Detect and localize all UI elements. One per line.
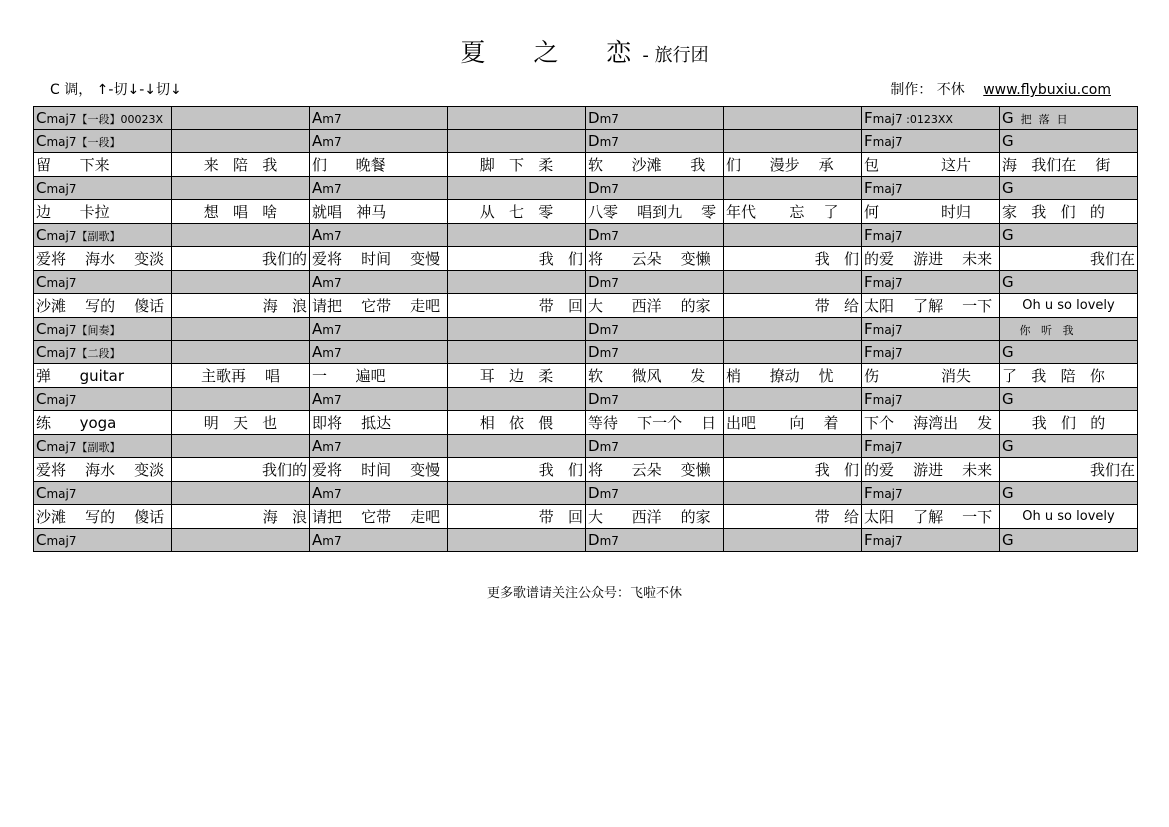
chord-annotation: 【一段】00023X xyxy=(76,113,164,126)
chord-cell xyxy=(1000,271,1138,294)
chord-cell xyxy=(862,318,1000,341)
chord-cell xyxy=(1000,107,1138,130)
chord-quality: maj7 xyxy=(46,182,77,196)
chord-cell xyxy=(34,130,172,153)
chord-root: D xyxy=(588,390,600,408)
chord-cell xyxy=(862,341,1000,364)
chord-cell xyxy=(724,388,862,411)
credit-label: 制作： 不休 xyxy=(890,82,965,98)
chord-root: A xyxy=(312,531,323,549)
chord-quality: m7 xyxy=(599,440,619,454)
chord-root: D xyxy=(588,179,600,197)
chord-quality: m7 xyxy=(322,440,342,454)
chord-cell xyxy=(34,271,172,294)
lyric-cell: 脚 下 柔 xyxy=(448,153,586,177)
chord-cell xyxy=(586,224,724,247)
chord-row xyxy=(34,271,1138,294)
chord-row xyxy=(34,318,1138,341)
lyric-cell: 大 西洋 的家 xyxy=(586,294,724,318)
chord-cell xyxy=(172,177,310,200)
lyric-cell: 太阳 了解 一下 xyxy=(862,505,1000,529)
chord-quality: m7 xyxy=(599,182,619,196)
chord-cell xyxy=(724,177,862,200)
chord-cell xyxy=(724,341,862,364)
chord-cell xyxy=(1000,318,1138,341)
lyric-cell: 海 我们在 街 xyxy=(1000,153,1138,177)
chord-cell xyxy=(448,318,586,341)
chord-row xyxy=(34,529,1138,552)
lyric-row xyxy=(34,200,1138,224)
chord-cell xyxy=(862,224,1000,247)
lyric-cell: 从 七 零 xyxy=(448,200,586,224)
lyric-cell: 请把 它带 走吧 xyxy=(310,294,448,318)
chord-root: F xyxy=(864,226,873,244)
chord-root: C xyxy=(36,179,47,197)
lyric-cell: 我们在 xyxy=(1000,458,1138,482)
chord-quality: m7 xyxy=(322,135,342,149)
chord-root: G xyxy=(1002,179,1014,197)
footer-note: 更多歌谱请关注公众号：飞啦不休 xyxy=(486,586,682,601)
chord-root: D xyxy=(588,484,600,502)
chord-root: C xyxy=(36,437,47,455)
chord-root: C xyxy=(36,273,47,291)
chord-root: F xyxy=(864,273,873,291)
chord-cell xyxy=(448,271,586,294)
chord-quality: maj7 xyxy=(872,346,903,360)
chord-root: A xyxy=(312,109,323,127)
chord-root: D xyxy=(588,320,600,338)
chord-root: C xyxy=(36,343,47,361)
lyric-cell: 带 给 xyxy=(724,294,862,318)
chord-root: C xyxy=(36,226,47,244)
chord-root: D xyxy=(588,437,600,455)
lyric-cell: 了 我 陪 你 xyxy=(1000,364,1138,388)
chord-quality: m7 xyxy=(322,182,342,196)
chord-root: A xyxy=(312,437,323,455)
chord-quality: maj7 xyxy=(46,346,77,360)
chord-root: F xyxy=(864,390,873,408)
chord-annotation: 【副歌】 xyxy=(76,230,121,243)
chord-cell xyxy=(310,107,448,130)
chord-root: C xyxy=(36,484,47,502)
chord-quality: maj7 xyxy=(872,112,903,126)
chord-cell xyxy=(34,318,172,341)
chord-cell xyxy=(448,529,586,552)
lyric-cell: 八零 唱到九 零 xyxy=(586,200,724,224)
chord-annotation: :0123XX xyxy=(902,113,953,126)
chord-cell xyxy=(862,388,1000,411)
chord-cell xyxy=(172,435,310,458)
website-link[interactable]: www.flybuxiu.com xyxy=(983,82,1111,98)
chord-root: G xyxy=(1002,109,1014,127)
chord-cell xyxy=(310,224,448,247)
chord-cell xyxy=(862,435,1000,458)
lyric-cell: 伤 消失 xyxy=(862,364,1000,388)
lyric-cell: 包 这片 xyxy=(862,153,1000,177)
chord-quality: maj7 xyxy=(872,534,903,548)
chord-cell xyxy=(172,482,310,505)
chord-cell xyxy=(34,224,172,247)
lyric-row xyxy=(34,458,1138,482)
chord-root: A xyxy=(312,390,323,408)
chord-cell xyxy=(862,271,1000,294)
chord-root: G xyxy=(1002,226,1014,244)
credit-line xyxy=(890,79,1111,99)
chord-root: G xyxy=(1002,484,1014,502)
chord-cell xyxy=(862,130,1000,153)
song-title: 夏 之 恋 xyxy=(460,38,652,67)
lyric-cell: 的爱 游进 未来 xyxy=(862,458,1000,482)
lyric-cell: 们 晚餐 xyxy=(310,153,448,177)
chord-cell xyxy=(1000,435,1138,458)
chord-root: A xyxy=(312,343,323,361)
chord-cell xyxy=(724,318,862,341)
chord-cell xyxy=(586,107,724,130)
chord-quality: maj7 xyxy=(46,276,77,290)
lyric-cell: 软 微风 发 xyxy=(586,364,724,388)
lyric-cell: 太阳 了解 一下 xyxy=(862,294,1000,318)
lyric-cell: 家 我 们 的 xyxy=(1000,200,1138,224)
chord-cell xyxy=(172,107,310,130)
chord-root: F xyxy=(864,179,873,197)
lyric-cell: 爱将 时间 变慢 xyxy=(310,247,448,271)
chord-root: G xyxy=(1002,273,1014,291)
chord-cell xyxy=(586,130,724,153)
lyric-row xyxy=(34,364,1138,388)
chord-quality: m7 xyxy=(599,276,619,290)
chord-annotation: 【副歌】 xyxy=(76,441,121,454)
chord-quality: maj7 xyxy=(46,393,77,407)
lyric-row xyxy=(34,505,1138,529)
song-artist: - 旅行团 xyxy=(642,45,709,66)
lyric-cell: 想 唱 啥 xyxy=(172,200,310,224)
chord-quality: m7 xyxy=(322,393,342,407)
chord-quality: m7 xyxy=(599,112,619,126)
lyric-cell: 爱将 时间 变慢 xyxy=(310,458,448,482)
chord-root: C xyxy=(36,109,47,127)
lyric-cell: Oh u so lovely xyxy=(1000,505,1138,529)
lyric-cell: 就唱 神马 xyxy=(310,200,448,224)
chord-cell xyxy=(310,435,448,458)
chord-cell xyxy=(34,388,172,411)
chord-cell xyxy=(862,107,1000,130)
chord-cell xyxy=(448,107,586,130)
chord-cell xyxy=(310,271,448,294)
chord-root: A xyxy=(312,273,323,291)
chord-cell xyxy=(448,341,586,364)
lyric-cell: 练 yoga xyxy=(34,411,172,435)
chord-quality: maj7 xyxy=(46,135,77,149)
lyric-cell: 即将 抵达 xyxy=(310,411,448,435)
chord-annotation: 你 听 我 xyxy=(1002,324,1074,337)
chord-cell xyxy=(172,341,310,364)
chord-quality: m7 xyxy=(599,393,619,407)
chord-cell xyxy=(34,107,172,130)
chord-cell xyxy=(586,388,724,411)
chord-root: F xyxy=(864,437,873,455)
chord-quality: maj7 xyxy=(46,440,77,454)
lyric-cell: 的爱 游进 未来 xyxy=(862,247,1000,271)
chord-root: F xyxy=(864,132,873,150)
lyric-cell: 相 依 偎 xyxy=(448,411,586,435)
chord-annotation: 【间奏】 xyxy=(76,324,121,337)
chord-root: C xyxy=(36,320,47,338)
lyric-cell: 沙滩 写的 傻话 xyxy=(34,505,172,529)
chord-root: A xyxy=(312,179,323,197)
chord-cell xyxy=(724,224,862,247)
chord-quality: m7 xyxy=(322,487,342,501)
chord-quality: m7 xyxy=(322,534,342,548)
chord-quality: maj7 xyxy=(872,487,903,501)
chord-cell xyxy=(172,130,310,153)
chord-root: D xyxy=(588,109,600,127)
chord-root: D xyxy=(588,132,600,150)
chord-cell xyxy=(448,177,586,200)
chord-root: A xyxy=(312,484,323,502)
lyric-cell: 带 给 xyxy=(724,505,862,529)
lyric-row xyxy=(34,294,1138,318)
chord-row xyxy=(34,482,1138,505)
lyric-cell: 我们在 xyxy=(1000,247,1138,271)
chord-root: G xyxy=(1002,531,1014,549)
chord-root: C xyxy=(36,390,47,408)
lyric-cell: 留 下来 xyxy=(34,153,172,177)
chord-cell xyxy=(586,341,724,364)
chord-quality: m7 xyxy=(599,346,619,360)
chord-row xyxy=(34,224,1138,247)
lyric-cell: 我们的 xyxy=(172,458,310,482)
chord-root: C xyxy=(36,531,47,549)
chord-root: G xyxy=(1002,437,1014,455)
lyric-cell: 等待 下一个 日 xyxy=(586,411,724,435)
chord-quality: maj7 xyxy=(46,323,77,337)
chord-annotation: 把 落 日 xyxy=(1013,113,1068,126)
chord-cell xyxy=(724,130,862,153)
chord-root: C xyxy=(36,132,47,150)
chord-cell xyxy=(862,177,1000,200)
chord-root: F xyxy=(864,484,873,502)
lyric-cell: 我 们 xyxy=(724,458,862,482)
chord-quality: maj7 xyxy=(872,276,903,290)
chord-quality: m7 xyxy=(322,276,342,290)
chord-root: D xyxy=(588,531,600,549)
chord-cell xyxy=(724,107,862,130)
chord-quality: m7 xyxy=(599,534,619,548)
chord-cell xyxy=(34,529,172,552)
chord-quality: maj7 xyxy=(872,182,903,196)
chord-cell xyxy=(34,341,172,364)
chord-cell xyxy=(448,435,586,458)
lyric-cell: 们 漫步 承 xyxy=(724,153,862,177)
lyric-row xyxy=(34,411,1138,435)
lyric-cell: 我 们 xyxy=(448,247,586,271)
chord-cell xyxy=(34,435,172,458)
chord-root: A xyxy=(312,320,323,338)
chord-cell xyxy=(172,318,310,341)
chord-root: A xyxy=(312,226,323,244)
chord-row xyxy=(34,388,1138,411)
chord-root: A xyxy=(312,132,323,150)
chord-row xyxy=(34,107,1138,130)
lyric-cell: 爱将 海水 变淡 xyxy=(34,247,172,271)
lyric-cell: 我 们 xyxy=(448,458,586,482)
chord-quality: maj7 xyxy=(872,135,903,149)
chord-cell xyxy=(172,224,310,247)
chord-quality: maj7 xyxy=(46,534,77,548)
lyric-cell: 明 天 也 xyxy=(172,411,310,435)
chord-quality: maj7 xyxy=(46,487,77,501)
chord-cell xyxy=(586,318,724,341)
lyric-cell: 软 沙滩 我 xyxy=(586,153,724,177)
chord-cell xyxy=(310,130,448,153)
chord-cell xyxy=(1000,482,1138,505)
lyric-cell: 爱将 海水 变淡 xyxy=(34,458,172,482)
key-info: C 调， ↑-切↓-↓切↓ xyxy=(50,82,182,98)
chord-root: D xyxy=(588,343,600,361)
chord-cell xyxy=(310,318,448,341)
chord-root: D xyxy=(588,273,600,291)
chord-cell xyxy=(586,177,724,200)
chord-cell xyxy=(310,482,448,505)
chord-cell xyxy=(724,482,862,505)
title-block xyxy=(0,36,1169,73)
chord-cell xyxy=(448,482,586,505)
lyric-cell: 我 们 的 xyxy=(1000,411,1138,435)
lyric-cell: 耳 边 柔 xyxy=(448,364,586,388)
chord-quality: maj7 xyxy=(872,323,903,337)
lyric-cell: 带 回 xyxy=(448,505,586,529)
chord-root: F xyxy=(864,343,873,361)
chord-quality: m7 xyxy=(322,229,342,243)
lyric-row xyxy=(34,247,1138,271)
chord-cell xyxy=(448,130,586,153)
chord-cell xyxy=(172,529,310,552)
lyric-cell: 来 陪 我 xyxy=(172,153,310,177)
lyric-cell: 下个 海湾出 发 xyxy=(862,411,1000,435)
chord-cell xyxy=(448,224,586,247)
chord-cell xyxy=(448,388,586,411)
chord-cell xyxy=(586,529,724,552)
chord-quality: maj7 xyxy=(46,229,77,243)
lyric-cell: 海 浪 xyxy=(172,505,310,529)
chord-cell xyxy=(172,271,310,294)
chord-cell xyxy=(862,529,1000,552)
chord-cell xyxy=(724,271,862,294)
chord-sheet-table xyxy=(33,106,1138,552)
lyric-cell: 请把 它带 走吧 xyxy=(310,505,448,529)
chord-quality: maj7 xyxy=(872,393,903,407)
chord-quality: m7 xyxy=(322,112,342,126)
chord-cell xyxy=(310,388,448,411)
chord-cell xyxy=(172,388,310,411)
chord-quality: m7 xyxy=(599,135,619,149)
chord-annotation: 【二段】 xyxy=(76,347,121,360)
chord-quality: m7 xyxy=(599,323,619,337)
lyric-cell: 边 卡拉 xyxy=(34,200,172,224)
chord-root: F xyxy=(864,531,873,549)
lyric-cell: 我们的 xyxy=(172,247,310,271)
chord-cell xyxy=(724,435,862,458)
lyric-cell: 将 云朵 变懒 xyxy=(586,247,724,271)
lyric-cell: 主歌再 唱 xyxy=(172,364,310,388)
chord-quality: m7 xyxy=(599,229,619,243)
chord-root: D xyxy=(588,226,600,244)
lyric-cell: 我 们 xyxy=(724,247,862,271)
chord-root: G xyxy=(1002,132,1014,150)
chord-cell xyxy=(1000,388,1138,411)
chord-cell xyxy=(1000,177,1138,200)
chord-quality: m7 xyxy=(322,346,342,360)
chord-quality: m7 xyxy=(599,487,619,501)
chord-cell xyxy=(1000,529,1138,552)
chord-quality: maj7 xyxy=(872,229,903,243)
lyric-cell: 沙滩 写的 傻话 xyxy=(34,294,172,318)
chord-cell xyxy=(310,177,448,200)
chord-root: G xyxy=(1002,343,1014,361)
chord-root: F xyxy=(864,320,873,338)
lyric-cell: 将 云朵 变懒 xyxy=(586,458,724,482)
chord-row xyxy=(34,341,1138,364)
chord-cell xyxy=(724,529,862,552)
lyric-row xyxy=(34,153,1138,177)
lyric-cell: 出吧 向 着 xyxy=(724,411,862,435)
lyric-cell: Oh u so lovely xyxy=(1000,294,1138,318)
chord-cell xyxy=(310,341,448,364)
lyric-cell: 弹 guitar xyxy=(34,364,172,388)
lyric-cell: 何 时归 xyxy=(862,200,1000,224)
lyric-cell: 一 遍吧 xyxy=(310,364,448,388)
lyric-cell: 年代 忘 了 xyxy=(724,200,862,224)
chord-root: G xyxy=(1002,390,1014,408)
chord-quality: m7 xyxy=(322,323,342,337)
chord-cell xyxy=(586,482,724,505)
chord-cell xyxy=(34,482,172,505)
lyric-cell: 海 浪 xyxy=(172,294,310,318)
lyric-cell: 梢 撩动 忧 xyxy=(724,364,862,388)
lyric-cell: 大 西洋 的家 xyxy=(586,505,724,529)
chord-row xyxy=(34,130,1138,153)
chord-cell xyxy=(1000,130,1138,153)
chord-cell xyxy=(1000,341,1138,364)
chord-cell xyxy=(586,435,724,458)
chord-cell xyxy=(586,271,724,294)
chord-quality: maj7 xyxy=(872,440,903,454)
lyric-cell: 带 回 xyxy=(448,294,586,318)
chord-cell xyxy=(34,177,172,200)
chord-cell xyxy=(1000,224,1138,247)
chord-cell xyxy=(310,529,448,552)
chord-row xyxy=(34,435,1138,458)
chord-row xyxy=(34,177,1138,200)
chord-quality: maj7 xyxy=(46,112,77,126)
chord-cell xyxy=(862,482,1000,505)
chord-annotation: 【一段】 xyxy=(76,136,121,149)
chord-root: F xyxy=(864,109,873,127)
